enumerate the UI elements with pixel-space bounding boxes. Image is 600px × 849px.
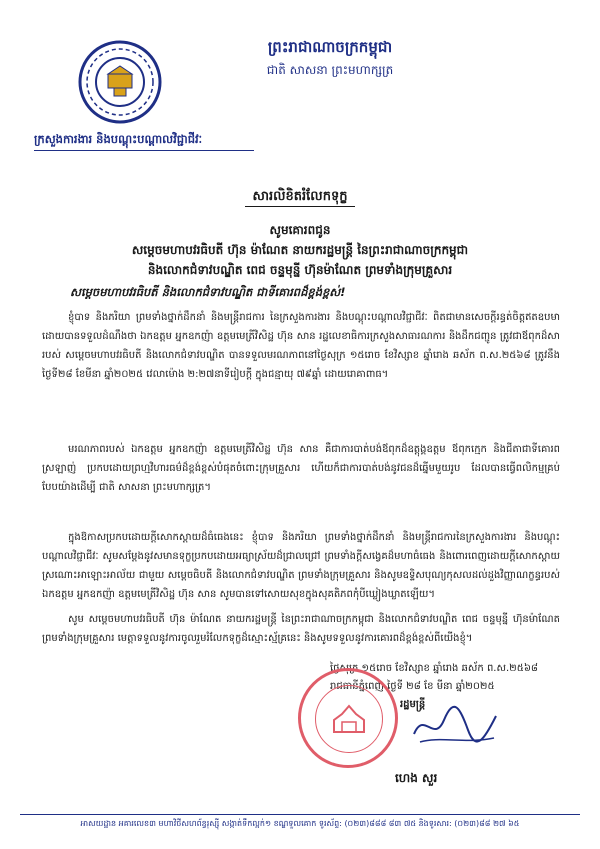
handwritten-signature xyxy=(410,700,500,750)
paragraph-text: ខ្ញុំបាទ និងភរិយា ព្រមទាំងថ្នាក់ដឹកនាំ និងមន្ត្រីរាជការ នៃក្រសួងការងារ និងបណ្ដុះបណ្ដាលវិជ្ជាជីវៈ ពិតជាមានសេចក្ដីរន្ធត់ចិត្តឥតឧបមាដោយបានទទួលដំណឹងថា ឯកឧត្តម អ្នកឧកញ៉ា ឧត្តមមេត្រីវិសិដ្ឋ ហ៊ុន សាន រដ្ឋលេខាធិការក្រសួងសាធារណការ និងដឹកជញ្ជូន ត្រូវជាឪពុកដ៏សារបស់ សម្ដេចមហាបវរធិបតី និងលោកជំទាវបណ្ឌិត បានទទួលមរណភាពនៅថ្ងៃសុក្រ ១៥រោច ខែវិស្សាខ ឆ្នាំរោង ឆស័ក ព.ស.២៥៦៨ ត្រូវនឹងថ្ងៃទី២៨ ខែមីនា ឆ្នាំ២០២៥ វេលាម៉ោង ២:២៧នាទីរៀបក្ដី ក្នុងជន្មាយុ ៧៩ឆ្នាំ ដោយរោគាពាធ។ xyxy=(42,312,560,380)
national-motto: ជាតិ សាសនា ព្រះមហាក្សត្រ xyxy=(266,63,394,77)
salutation: សម្ដេចមហាបវរធិបតី និងលោកជំទាវបណ្ឌិត ជាទីគោរពដ៏ខ្ពង់ខ្ពស់! xyxy=(70,285,346,299)
kingdom-title: ព្រះរាជាណាចក្រកម្ពុជា xyxy=(267,38,393,56)
recipient-line-1: សម្ដេចមហាបវរធិបតី ហ៊ុន ម៉ាណែត នាយករដ្ឋមន្ត្រី នៃព្រះរាជាណាចក្រកម្ពុជា xyxy=(131,243,469,257)
recipient-line-2: និងលោកជំទាវបណ្ឌិត ពេជ ចន្ទមុន្នី ហ៊ុនម៉ាណែត ព្រមទាំងក្រុមគ្រួសារ xyxy=(147,263,453,277)
paragraph-text: ក្នុងឱកាសប្រកបដោយក្ដីសោកស្ដាយដ៏ធំធេងនេះ ខ្ញុំបាទ និងភរិយា ព្រមទាំងថ្នាក់ដឹកនាំ និងមន្ត្រីរាជការនៃក្រសួងការងារ និងបណ្ដុះបណ្ដាលវិជ្ជាជីវៈ សូមសម្ដែងនូវសមានទុក្ខប្រកបដោយអធ្យាស្រ័យដ៏ជ្រាលជ្រៅ ព្រមទាំងក្ដីសង្វេគដ៏មហាធំធេង និងពោរពេញដោយក្ដីសោកស្ដាយស្រណោះអាឡោះអាល័យ ជាមួយ សម្ដេចធិបតី និងលោកជំទាវបណ្ឌិត ព្រមទាំងក្រុមគ្រួសារ និងសូមឧទ្ទិសបុណ្យកុសលដល់ដួងវិញ្ញាណក្ខន្ធរបស់ ឯកឧត្តម អ្នកឧកញ៉ា ឧត្តមមេត្រីវិសិដ្ឋ ហ៊ុន សាន សូមបានទៅសោយសុខក្នុងសុគតិភពកុំបីឃ្លៀងឃ្លាតឡើយ។ xyxy=(42,532,560,600)
footer-address: អាសយដ្ឋាន អគារលេខ៣ មហាវិថីសហព័ន្ធរុស្ស៊ី សង្កាត់ទឹកល្អក់១ ខណ្ឌទួលគោក ទូរស័ព្ទ: (០២៣)៨៨៨ ៨៣ ៧៥ និងទូរសារ: (០២៣)៨៨ ២៧ ៦៥ xyxy=(80,819,520,828)
title-underline xyxy=(245,206,355,207)
body-paragraph-4 xyxy=(42,610,560,648)
lunar-date: ថ្ងៃសុក្រ ១៥រោច ខែវិស្សាខ ឆ្នាំរោង ឆស័ក ព.ស.២៥៦៨ xyxy=(330,663,538,674)
paragraph-text: សូម សម្ដេចមហាបវរធិបតី ហ៊ុន ម៉ាណែត នាយករដ្ឋមន្ត្រី នៃព្រះរាជាណាចក្រកម្ពុជា និងលោកជំទាវបណ្ឌិត ពេជ ចន្ទមុន្នី ហ៊ុនម៉ាណែត ព្រមទាំងក្រុមគ្រួសារ មេត្តាទទួលនូវការចូលរួមរំលែកទុក្ខដ៏ស្មោះស្ម័គ្រនេះ និងសូមទទួលនូវការគោរពដ៏ខ្ពង់ខ្ពស់ពីយើងខ្ញុំ។ xyxy=(42,614,560,644)
recipient-greeting: សូមគោរពជូន xyxy=(269,223,331,237)
body-paragraph-3 xyxy=(42,528,560,604)
seal-inner-ring xyxy=(315,685,383,753)
paragraph-text: មរណភាពរបស់ ឯកឧត្តម អ្នកឧកញ៉ា ឧត្តមមេត្រីវិសិដ្ឋ ហ៊ុន សាន គឺជាការបាត់បង់ឪពុកដ៏ឧត្ដុង្គឧត្ដម ឪពុកក្មេក និងជីតាជាទីគោរពស្រឡាញ់ ប្រកបដោយព្រហ្មវិហារធម៌ដ៏ខ្ពង់ខ្ពស់បំផុតចំពោះក្រុមគ្រួសារ ហើយក៏ជាការបាត់បង់នូវជនដ៏ឆ្នើមមួយរូប ដែលបានធ្វើពលិកម្មគ្រប់បែបយ៉ាងដើម្បី ជាតិ សាសនា ព្រះមហាក្សត្រ។ xyxy=(42,444,560,493)
ministry-logo xyxy=(78,40,162,124)
solar-date: រាជធានីភ្នំពេញ ថ្ងៃទី ២៨ ខែ មីនា ឆ្នាំ២០២៥ xyxy=(330,681,495,692)
signer-role: រដ្ឋមន្ត្រី xyxy=(400,699,426,710)
signer-name: ហេង សួរ xyxy=(395,771,438,785)
document-title: សារលិខិតរំលែកទុក្ខ xyxy=(252,189,348,204)
ministry-divider xyxy=(34,150,254,151)
ministry-name: ក្រសួងការងារ និងបណ្ដុះបណ្ដាលវិជ្ជាជីវៈ xyxy=(34,132,203,146)
body-paragraph-1 xyxy=(42,308,560,384)
footer-divider xyxy=(20,814,580,815)
body-paragraph-2 xyxy=(42,440,560,497)
official-seal-stamp xyxy=(298,668,398,768)
